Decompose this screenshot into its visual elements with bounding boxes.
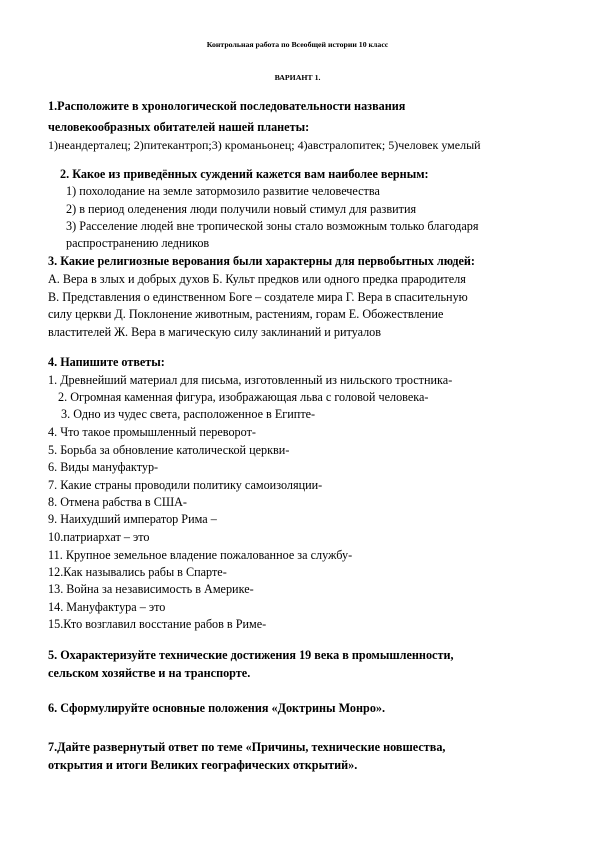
q4-item-1: 1. Древнейший материал для письма, изготовленный из нильского тростника- <box>48 373 453 387</box>
document-title: Контрольная работа по Всеобщей истории 10 класс <box>206 40 389 49</box>
q3-prompt: 3. Какие религиозные верования были характерны для первобытных людей: <box>48 254 475 268</box>
q2-option-3-cont: распространению ледников <box>66 236 210 250</box>
q4-item-6: 6. Виды мануфактур- <box>48 460 159 474</box>
q3-options-line4: властителей Ж. Вера в магическую силу заклинаний и ритуалов <box>48 325 382 339</box>
q6-prompt: 6. Сформулируйте основные положения «Доктрины Монро». <box>48 701 386 715</box>
q4-item-5: 5. Борьба за обновление католической церкви- <box>48 443 290 457</box>
q4-item-13: 13. Война за независимость в Америке- <box>48 582 254 596</box>
q1-prompt-line2: человекообразных обитателей нашей планеты: <box>48 120 310 134</box>
q4-prompt: 4. Напишите ответы: <box>48 355 165 369</box>
q3-options-line2: В. Представления о единственном Боге – создателе мира Г. Вера в спасительную <box>48 290 468 304</box>
q7-prompt-line2: открытия и итоги Великих географических открытий». <box>48 758 358 772</box>
q2-option-3: 3) Расселение людей вне тропической зоны стало возможным только благодаря <box>66 219 479 233</box>
q5-prompt-line2: сельском хозяйстве и на транспорте. <box>48 666 251 680</box>
q4-item-9: 9. Наихудший император Рима – <box>48 512 217 526</box>
q2-option-2: 2) в период оледенения люди получили новый стимул для развития <box>66 202 417 216</box>
q4-item-2: 2. Огромная каменная фигура, изображающая льва с головой человека- <box>58 390 429 404</box>
q2-option-1: 1) похолодание на земле затормозило развитие человечества <box>66 184 380 198</box>
q2-prompt: 2. Какое из приведённых суждений кажется вам наиболее верным: <box>60 167 429 181</box>
q4-item-4: 4. Что такое промышленный переворот- <box>48 425 256 439</box>
q1-prompt-line1: 1.Расположите в хронологической последовательности названия <box>48 99 406 113</box>
q7-prompt-line1: 7.Дайте развернутый ответ по теме «Причины, технические новшества, <box>48 740 446 754</box>
q4-item-11: 11. Крупное земельное владение пожалованное за службу- <box>48 548 353 562</box>
q4-item-15: 15.Кто возглавил восстание рабов в Риме- <box>48 617 267 631</box>
q4-item-8: 8. Отмена рабства в США- <box>48 495 187 509</box>
q5-prompt-line1: 5. Охарактеризуйте технические достижения 19 века в промышленности, <box>48 648 454 662</box>
variant-heading: ВАРИАНТ 1. <box>274 73 321 82</box>
q4-item-14: 14. Мануфактура – это <box>48 600 166 614</box>
q3-options-line1: А. Вера в злых и добрых духов Б. Культ предков или одного предка прародителя <box>48 272 466 286</box>
q4-item-7: 7. Какие страны проводили политику самоизоляции- <box>48 478 323 492</box>
q3-options-line3: силу церкви Д. Поклонение животным, растениям, горам Е. Обожествление <box>48 307 444 321</box>
q4-item-12: 12.Как назывались рабы в Спарте- <box>48 565 227 579</box>
q4-item-3: 3. Одно из чудес света, расположенное в Египте- <box>61 407 316 421</box>
q1-options: 1)неандерталец; 2)питекантроп;3) кроманьонец; 4)австралопитек; 5)человек умелый <box>48 138 481 152</box>
q4-item-10: 10.патриархат – это <box>48 530 150 544</box>
